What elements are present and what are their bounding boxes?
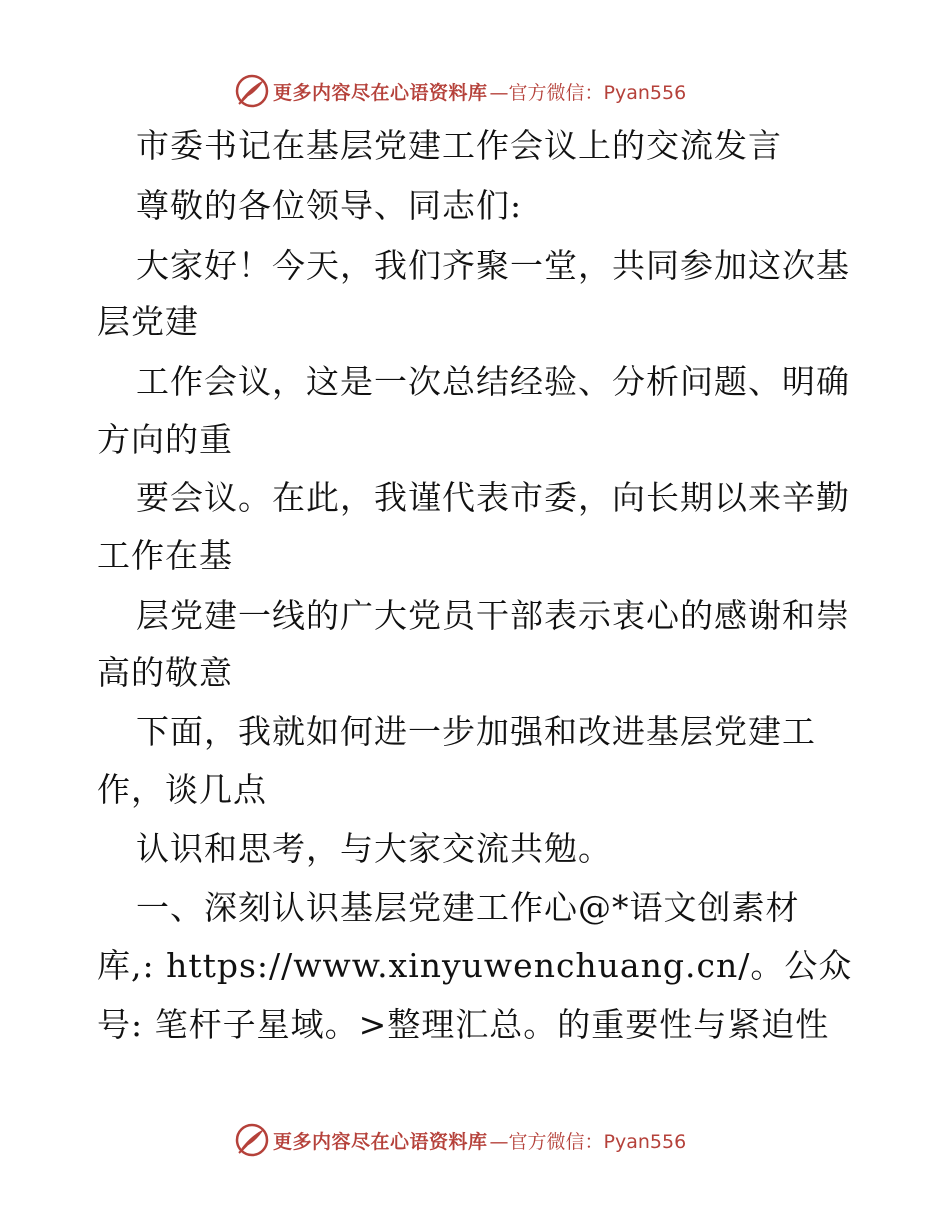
quill-logo-icon — [235, 1123, 269, 1157]
header-watermark — [235, 74, 686, 108]
text-line: 要会议。在此，我谨代表市委，向长期以来辛勤 — [136, 478, 850, 517]
text-line: 认识和思考，与大家交流共勉。 — [136, 829, 612, 868]
footer-watermark — [235, 1123, 686, 1157]
salutation: 尊敬的各位领导、同志们: — [136, 186, 523, 225]
text-line: 作，谈几点 — [97, 770, 267, 809]
watermark-brand: 更多内容尽在心语资料库 — [273, 81, 488, 104]
document-title: 市委书记在基层党建工作会议上的交流发言 — [136, 126, 782, 165]
text-line: 下面，我就如何进一步加强和改进基层党建工 — [136, 712, 816, 751]
section-heading: 一、深刻认识基层党建工作心@*语文创素材 — [136, 888, 800, 927]
watermark-wechat: —官方微信：Pyan556 — [489, 81, 687, 104]
text-line: 工作会议，这是一次总结经验、分析问题、明确 — [136, 362, 850, 401]
watermark-wechat: —官方微信：Pyan556 — [489, 1130, 687, 1153]
text-line: 号: 笔杆子星域。>整理汇总。的重要性与紧迫性 — [97, 1005, 830, 1044]
watermark-brand: 更多内容尽在心语资料库 — [273, 1130, 488, 1153]
text-line-url: 库,: https://www.xinyuwenchuang.cn/。公众 — [97, 946, 853, 985]
text-line: 方向的重 — [97, 420, 233, 459]
text-line: 层党建一线的广大党员干部表示衷心的感谢和崇 — [136, 596, 850, 635]
quill-logo-icon — [235, 74, 269, 108]
text-line: 高的敬意 — [97, 653, 233, 692]
text-line: 层党建 — [97, 302, 199, 341]
text-line: 工作在基 — [97, 536, 233, 575]
text-line: 大家好！今天，我们齐聚一堂，共同参加这次基 — [136, 246, 850, 285]
